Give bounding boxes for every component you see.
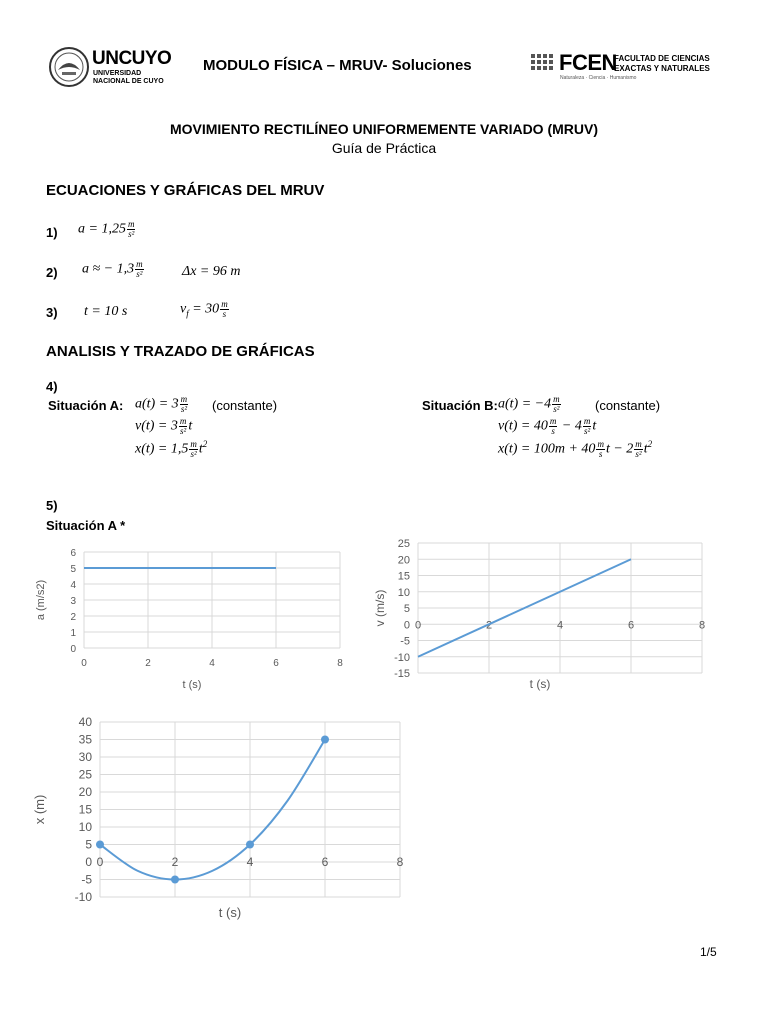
x-tick-label: 0: [96, 855, 104, 869]
section-heading-ecuaciones: ECUACIONES Y GRÁFICAS DEL MRUV: [46, 182, 325, 199]
x-tick-label: 2: [145, 658, 151, 669]
y-tick-label: 30: [78, 750, 92, 764]
q4-number: 4): [46, 379, 58, 394]
section-heading-analisis: ANALISIS Y TRAZADO DE GRÁFICAS: [46, 343, 315, 360]
x-axis-label: t (s): [182, 679, 202, 691]
y-tick-label: 40: [78, 715, 92, 729]
fcen-line1: FACULTAD DE CIENCIAS: [614, 54, 710, 63]
x-axis-label: t (s): [218, 905, 242, 920]
y-tick-label: -5: [81, 872, 92, 887]
y-tick-label: 10: [78, 820, 92, 834]
situacion-a-position: x(t) = 1,5 $\frac{m}{\text{s²}}$ $t^2$: [135, 438, 208, 459]
y-tick-label: 6: [70, 548, 76, 559]
y-tick-label: 20: [397, 554, 410, 567]
item-1-equation: a = 1,25 $\frac{m}{\text{s²}}$: [78, 219, 135, 239]
y-tick-label: 15: [397, 570, 410, 583]
item-3-equation-vf: $v_f = 30$ $\frac{m}{s}$: [180, 299, 228, 319]
y-axis-label: v (m/s): [373, 589, 387, 627]
y-tick-label: -5: [400, 635, 410, 648]
item-3-number: 3): [46, 305, 58, 320]
situacion-b-label: Situación B:: [422, 398, 498, 413]
x-tick-label: 2: [485, 619, 493, 632]
fcen-logo-text: FCEN: [559, 50, 617, 75]
x-tick-label: 2: [171, 855, 179, 869]
data-point: [321, 736, 329, 744]
situacion-b-velocity: v(t) = 40 $\frac{m}{s}$ − 4 $\frac{m}{\text{s²}}$ t: [498, 416, 597, 436]
x-tick-label: 8: [337, 658, 343, 669]
y-tick-label: -10: [74, 890, 92, 904]
y-tick-label: 0: [403, 619, 410, 632]
situacion-b-constante: (constante): [595, 398, 661, 413]
y-tick-label: 20: [78, 785, 92, 799]
q5-situacion-label: Situación A *: [46, 518, 126, 533]
y-tick-label: 3: [70, 596, 76, 607]
y-tick-label: 5: [85, 837, 92, 852]
y-tick-label: 5: [403, 603, 410, 615]
y-tick-label: 10: [397, 586, 410, 599]
y-tick-label: 25: [397, 538, 410, 550]
item-1-number: 1): [46, 225, 58, 240]
y-tick-label: -10: [394, 651, 410, 664]
x-tick-label: 4: [556, 619, 564, 632]
x-tick-label: 0: [414, 619, 422, 632]
situacion-a-constante: (constante): [212, 398, 278, 413]
uncuyo-logo-text: UNCUYO: [92, 48, 172, 69]
y-axis-label: a (m/s2): [35, 579, 47, 621]
fcen-tagline: Naturaleza · Ciencia · Humanismo: [560, 75, 637, 81]
chart-position: [30, 712, 410, 927]
item-2-equation-a: a ≈ − 1,3 $\frac{m}{\text{s²}}$: [82, 259, 143, 279]
uncuyo-logo-sub1: UNIVERSIDAD: [93, 70, 142, 77]
data-point: [246, 841, 254, 849]
item-2-number: 2): [46, 265, 58, 280]
page-number: 1/5: [700, 945, 717, 959]
y-tick-label: -15: [394, 668, 410, 680]
data-point: [96, 841, 104, 849]
situacion-b-position: x(t) = 100m + 40 $\frac{m}{s}$ t − 2 $\frac{m}{\text{s²}}$ $t^2$: [498, 438, 653, 459]
x-tick-label: 6: [627, 619, 635, 632]
x-tick-label: 6: [321, 855, 329, 869]
y-tick-label: 0: [70, 644, 76, 655]
item-2-equation-dx: Δx = 96 m: [182, 264, 241, 279]
y-tick-label: 0: [85, 855, 92, 869]
header-title: MODULO FÍSICA – MRUV- Soluciones: [203, 57, 472, 74]
data-point: [171, 876, 179, 884]
x-tick-label: 4: [246, 855, 254, 869]
x-tick-label: 8: [698, 619, 706, 632]
y-tick-label: 15: [78, 802, 92, 817]
situacion-a-label: Situación A:: [48, 398, 124, 413]
y-axis-label: x (m): [32, 794, 47, 825]
subtitle: Guía de Práctica: [331, 140, 437, 156]
uncuyo-seal-icon: [48, 44, 90, 90]
x-tick-label: 6: [273, 658, 279, 669]
situacion-a-velocity: v(t) = 3 $\frac{m}{\text{s²}}$ t: [135, 416, 193, 436]
y-tick-label: 1: [70, 628, 76, 639]
y-tick-label: 35: [78, 732, 92, 747]
main-title: MOVIMIENTO RECTILÍNEO UNIFORMEMENTE VARIADO (MRUV): [169, 121, 599, 137]
chart-acceleration: [30, 538, 360, 698]
x-tick-label: 8: [396, 855, 404, 869]
y-tick-label: 5: [70, 564, 76, 575]
y-tick-label: 25: [78, 767, 92, 782]
situacion-b-accel: a(t) = −4 $\frac{m}{\text{s²}}$: [498, 394, 560, 414]
q5-number: 5): [46, 498, 58, 513]
x-tick-label: 0: [81, 658, 87, 669]
item-3-equation-t: t = 10 s: [84, 304, 128, 319]
fcen-grid-icon: [531, 54, 557, 76]
y-tick-label: 4: [70, 580, 76, 591]
y-tick-label: 2: [70, 612, 76, 623]
fcen-line2: EXACTAS Y NATURALES: [614, 64, 710, 73]
x-tick-label: 4: [209, 658, 215, 669]
situacion-a-accel: a(t) = 3 $\frac{m}{\text{s²}}$: [135, 394, 188, 414]
chart-velocity: [370, 533, 720, 698]
x-axis-label: t (s): [529, 677, 551, 691]
uncuyo-logo-sub2: NACIONAL DE CUYO: [93, 78, 164, 85]
